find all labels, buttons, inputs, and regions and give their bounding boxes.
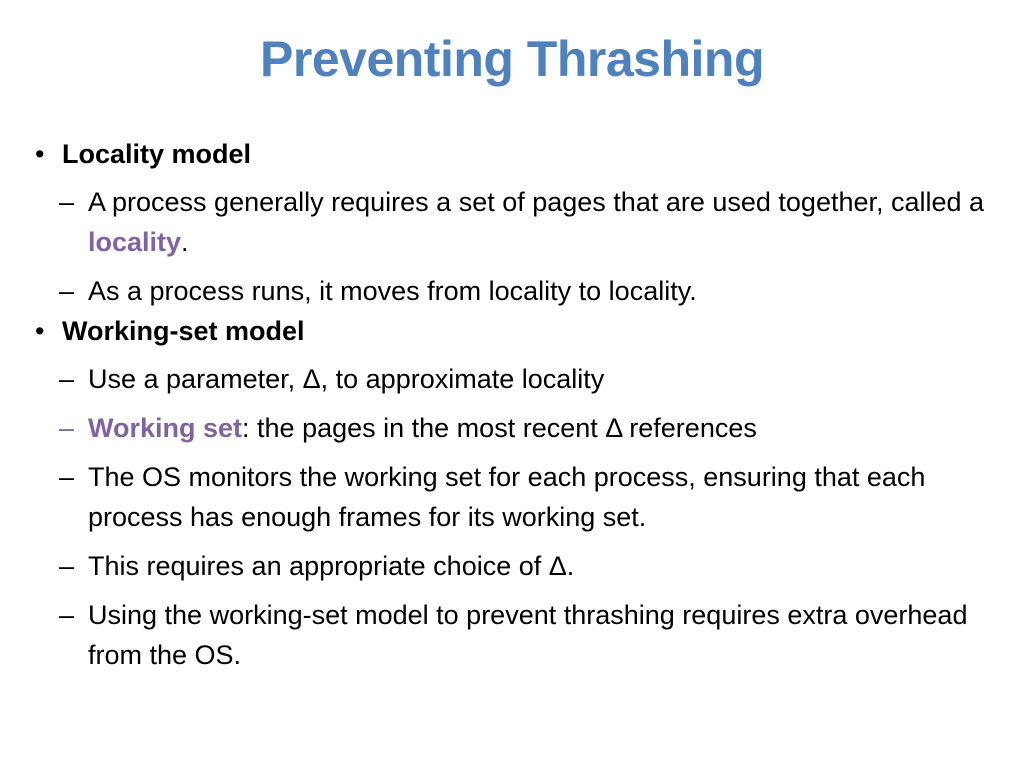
subitem-choice-of-delta xyxy=(35,546,995,586)
subitem-text: The OS monitors the working set for each process, ensuring that each process has enough frames for its working set. xyxy=(88,462,926,532)
dash-icon: – xyxy=(59,187,75,217)
bullet-dot-icon: • xyxy=(35,316,45,346)
dash-icon: – xyxy=(59,462,75,492)
subitem-text: This requires an appropriate choice of Δ. xyxy=(88,551,575,581)
subitem-text: Using the working-set model to prevent thrashing requires extra overhead from the OS. xyxy=(88,600,968,670)
subitem-locality-moves xyxy=(35,271,995,311)
subitem-overhead xyxy=(35,595,995,675)
bullet-locality-model xyxy=(35,136,995,173)
subitem-text-after: . xyxy=(181,227,189,257)
dash-icon: – xyxy=(59,413,75,443)
highlight-term: Working set xyxy=(88,413,243,443)
bullet-label: Locality model xyxy=(62,139,252,169)
dash-icon: – xyxy=(59,600,75,630)
subitem-locality-definition xyxy=(35,182,995,262)
dash-icon: – xyxy=(59,364,75,394)
slide-body xyxy=(35,136,995,675)
highlight-term: locality xyxy=(88,227,182,257)
dash-icon: – xyxy=(59,276,75,306)
subitem-os-monitors xyxy=(35,457,995,537)
subitem-text-after: : the pages in the most recent Δ references xyxy=(242,413,757,443)
subitem-delta-parameter xyxy=(35,359,995,399)
subitem-working-set-definition xyxy=(35,408,995,448)
subitem-text: As a process runs, it moves from locality to locality. xyxy=(88,276,697,306)
bullet-working-set-model xyxy=(35,313,995,350)
dash-icon: – xyxy=(59,551,75,581)
slide-title: Preventing Thrashing xyxy=(260,31,764,87)
subitem-text: Use a parameter, Δ, to approximate locality xyxy=(88,364,605,394)
subitem-text: A process generally requires a set of pages that are used together, called a xyxy=(88,187,985,217)
bullet-dot-icon: • xyxy=(35,139,45,169)
bullet-label: Working-set model xyxy=(62,316,305,346)
